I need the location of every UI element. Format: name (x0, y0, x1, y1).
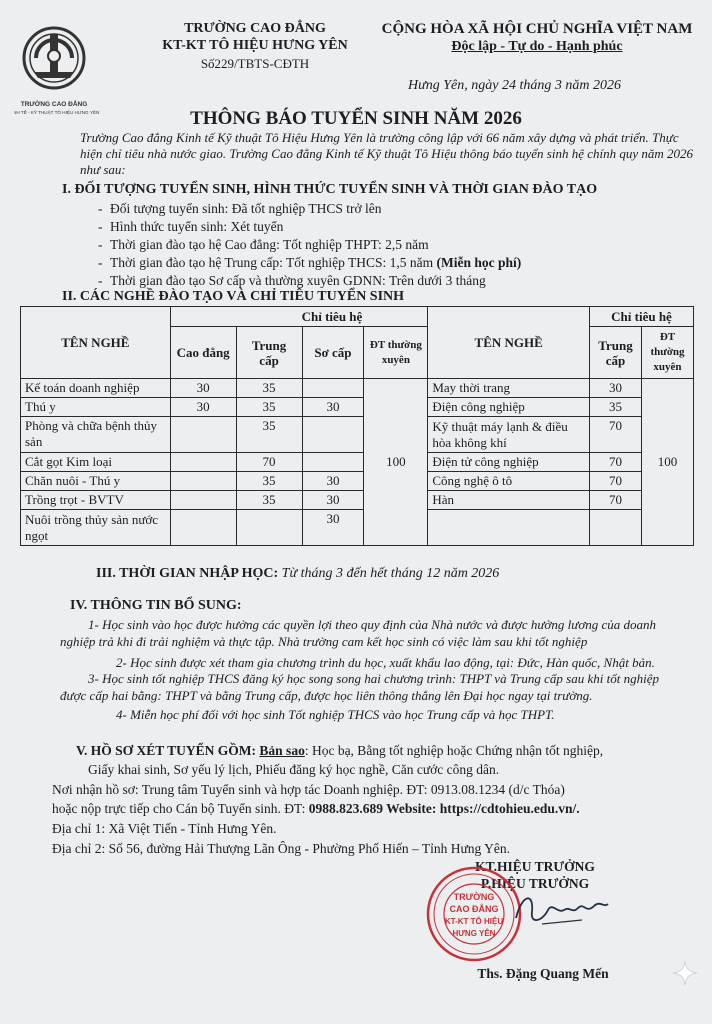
list-item: - Thời gian đào tạo hệ Cao đẳng: Tốt nghiệp THPT: 2,5 năm (110, 237, 670, 253)
page-title: THÔNG BÁO TUYỂN SINH NĂM 2026 (190, 108, 522, 129)
copy-label: Bản sao (259, 743, 305, 758)
col-header-tc-right: Trung cấp (590, 327, 642, 379)
school-logo (14, 18, 114, 118)
issue-date: Hưng Yên, ngày 24 tháng 3 năm 2026 (408, 78, 621, 93)
section-4-heading: IV. THÔNG TIN BỔ SUNG: (70, 598, 242, 613)
red-stamp (424, 862, 524, 968)
col-header-dt: ĐT thường xuyên (364, 327, 428, 379)
col-header-name-right: TÊN NGHỀ (428, 307, 590, 379)
school-name: TRƯỜNG CAO ĐẲNG KT-KT TÔ HIỆU HƯNG YÊN (162, 21, 348, 53)
svg-text:TRƯỜNG: TRƯỜNG (453, 892, 495, 902)
info-item-4: 4- Miễn học phí đối với học sinh Tốt nghiệp THCS vào học Trung cấp và học THPT. (116, 707, 555, 722)
svg-text:TRƯỜNG CAO ĐẲNG: TRƯỜNG CAO ĐẲNG (20, 101, 88, 108)
document-number: Số229/TBTS-CĐTH (200, 56, 310, 71)
enrollment-table (20, 306, 694, 546)
info-item-2: 2- Học sinh được xét tham gia chương trình du học, xuất khẩu lao động, tại: Đức, Hàn quốc, Nhật bản. (116, 655, 655, 670)
svg-text:KT-KT TÔ HIỆU: KT-KT TÔ HIỆU (444, 917, 504, 926)
info-item-3: 3- Học sinh tốt nghiệp THCS đăng ký học song song hai chương trình: THPT và Trung cấp sau khi tốt nghiệp được cấp hai bằng: THPT và bằng Trung cấp, được học liên thông thẳng lên Đại học ngay tại trường. (60, 671, 659, 703)
section-3-heading: III. THỜI GIAN NHẬP HỌC: Từ tháng 3 đến hết tháng 12 năm 2026 (96, 566, 500, 581)
receive-info: Nơi nhận hồ sơ: Trung tâm Tuyển sinh và hợp tác Doanh nghiệp. ĐT: 0913.08.1234 (d/c Thóa) (52, 782, 565, 797)
table-row: Trồng trọt - BVTV 35 30 Hàn 70 (21, 491, 694, 510)
national-header: CỘNG HÒA XÃ HỘI CHỦ NGHĨA VIỆT NAM Độc lập - Tự do - Hạnh phúc (381, 21, 693, 54)
info-item-1: 1- Học sinh vào học được hưởng các quyền lợi theo quy định của Nhà nước và được hưởng lương của doanh nghiệp trả khi đi trải nghiệm và thực tập. Nhà trường cam kết học sinh có việc làm sau khi tốt nghiệp (60, 617, 657, 649)
documents-list: Giấy khai sinh, Sơ yếu lý lịch, Phiếu đăng ký học nghề, Căn cước công dân. (88, 762, 500, 777)
col-header-name: TÊN NGHỀ (21, 307, 171, 379)
table-row: Cắt gọt Kim loại 70 Điện tử công nghiệp 70 (21, 453, 694, 472)
sparkle-icon (672, 960, 698, 986)
svg-text:HƯNG YÊN: HƯNG YÊN (452, 929, 496, 938)
left-dt-value: 100 (364, 379, 428, 546)
hotline-website: 0988.823.689 Website: https://cdtohieu.edu.vn/. (308, 801, 580, 816)
svg-text:KINH TẾ - KỸ THUẬT TÔ HIỆU HƯN: KINH TẾ - KỸ THUẬT TÔ HIỆU HƯNG YÊN (14, 110, 100, 115)
list-item: - Hình thức tuyển sinh: Xét tuyển (110, 219, 670, 235)
section-5-heading: V. HỒ SƠ XÉT TUYỂN GỒM: Bản sao: Học bạ, Bằng tốt nghiệp hoặc Chứng nhận tốt nghiệp, (76, 743, 604, 758)
section-2-heading: II. CÁC NGHỀ ĐÀO TẠO VÀ CHỈ TIÊU TUYỂN SINH (62, 289, 405, 304)
intro-paragraph: Trường Cao đẳng Kinh tế Kỹ thuật Tô Hiệu Hưng Yên là trường công lập với 66 năm xây dựng và phát triển. Thực hiện chỉ tiêu nhà nước giao. Trường Cao đẳng Kinh tế Kỹ thuật Tô Hiệu thông báo tuyển sinh hệ chính quy năm 2026 như sau: (80, 130, 694, 177)
table-row: Chăn nuôi - Thú y 35 30 Công nghệ ô tô 70 (21, 472, 694, 491)
contact-info: hoặc nộp trực tiếp cho Cán bộ Tuyển sinh. ĐT: 0988.823.689 Website: https://cdtohieu.edu.vn/. (52, 801, 580, 816)
col-header-sc: Sơ cấp (302, 327, 364, 379)
col-header-tc: Trung cấp (236, 327, 302, 379)
table-row: Phòng và chữa bệnh thủy sản 35 Kỹ thuật máy lạnh & điều hòa không khí 70 (21, 417, 694, 453)
handwritten-signature (512, 884, 612, 934)
address-1: Địa chỉ 1: Xã Việt Tiến - Tỉnh Hưng Yên. (52, 821, 277, 836)
signer-role: P.HIỆU TRƯỞNG (480, 876, 590, 891)
table-row: Thú y 30 35 30 Điện công nghiệp 35 (21, 398, 694, 417)
section-1-heading: I. ĐỐI TƯỢNG TUYỂN SINH, HÌNH THỨC TUYỂN SINH VÀ THỜI GIAN ĐÀO TẠO (62, 182, 598, 197)
list-item: - Thời gian đào tạo Sơ cấp và thường xuyên GDNN: Trên dưới 3 tháng (110, 273, 670, 289)
col-header-target-right: Chỉ tiêu hệ (590, 307, 694, 327)
address-2: Địa chỉ 2: Số 56, đường Hải Thượng Lãn Ông - Phường Phố Hiến – Tỉnh Hưng Yên. (52, 841, 511, 856)
col-header-cd: Cao đẳng (170, 327, 236, 379)
table-row: Nuôi trồng thủy sản nước ngọt 30 (21, 510, 694, 546)
signer-title: KT.HIỆU TRƯỞNG (475, 859, 595, 874)
col-header-dt-right: ĐT thường xuyên (641, 327, 693, 379)
list-item: - Đối tượng tuyển sinh: Đã tốt nghiệp THCS trở lên (110, 201, 670, 217)
list-item: - Thời gian đào tạo hệ Trung cấp: Tốt nghiệp THCS: 1,5 năm (Miễn học phí) (110, 255, 670, 271)
right-dt-value: 100 (641, 379, 693, 546)
svg-text:CAO ĐẲNG: CAO ĐẲNG (449, 904, 499, 914)
signer-name: Ths. Đặng Quang Mến (477, 966, 609, 981)
free-tuition-note: (Miễn học phí) (436, 255, 522, 270)
enrollment-period: Từ tháng 3 đến hết tháng 12 năm 2026 (281, 566, 500, 581)
col-header-target: Chỉ tiêu hệ (236, 307, 428, 327)
table-row: Kế toán doanh nghiệp 30 35 100 May thời trang 30 100 (21, 379, 694, 398)
